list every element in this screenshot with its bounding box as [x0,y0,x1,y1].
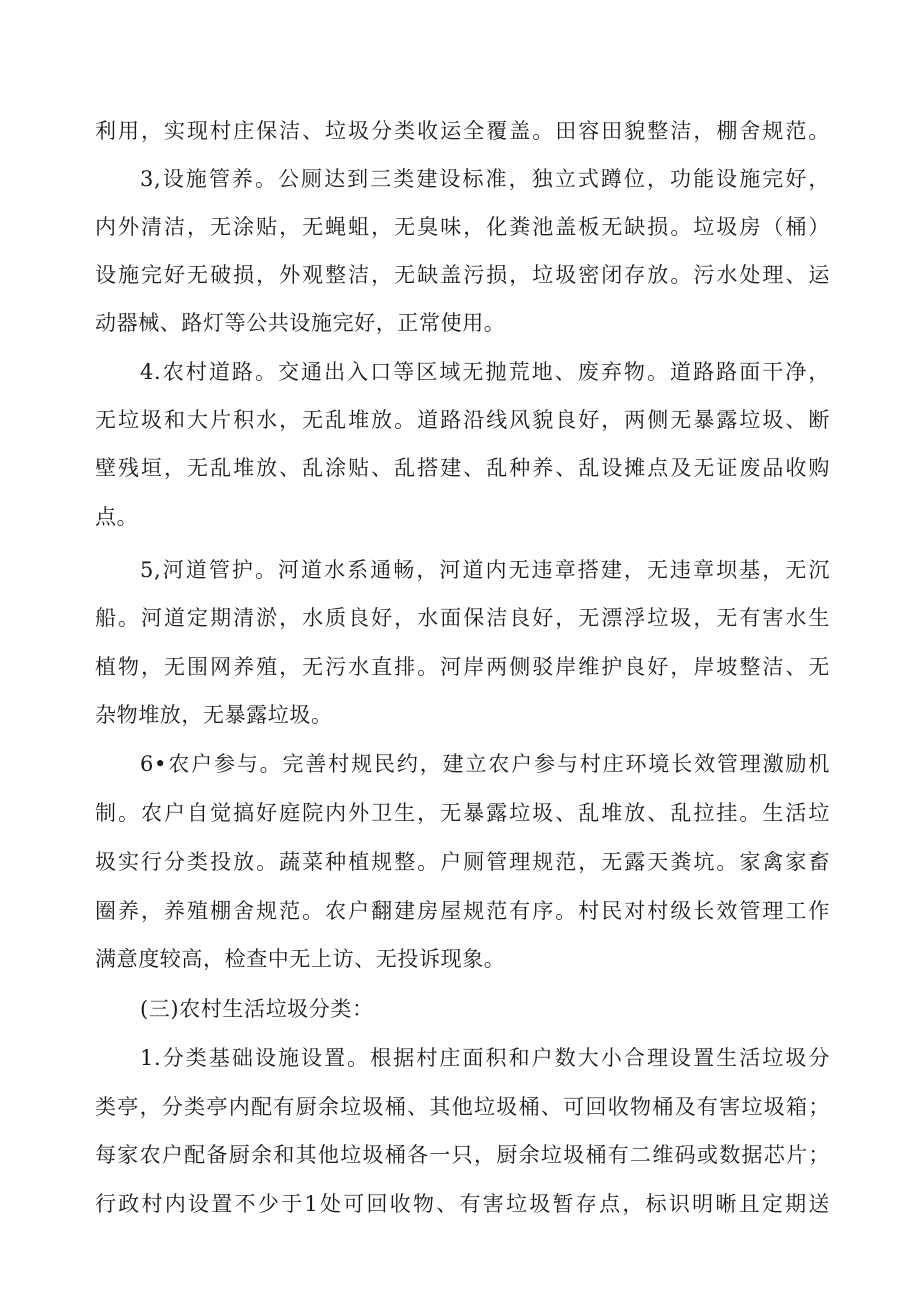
text-line: 圈养，养殖棚舍规范。农户翻建房屋规范有序。村民对村级长效管理工作 [95,899,830,923]
text-line: 动器械、路灯等公共设施完好，正常使用。 [95,311,506,335]
text-line: 类亭，分类亭内配有厨余垃圾桶、其他垃圾桶、可回收物桶及有害垃圾箱； [95,1095,830,1119]
text-line: 植物，无围网养殖，无污水直排。河岸两侧驳岸维护良好，岸坡整洁、无 [95,655,830,679]
text-line: 制。农户自觉搞好庭院内外卫生，无暴露垃圾、乱堆放、乱拉挂。生活垃 [95,801,830,825]
text-line: 行政村内设置不少于1处可回收物、有害垃圾暂存点，标识明晰且定期送 [95,1192,830,1216]
text-line: 每家农户配备厨余和其他垃圾桶各一只，厨余垃圾桶有二维码或数据芯片； [95,1143,830,1167]
text-line: 设施完好无破损，外观整洁，无缺盖污损，垃圾密闭存放。污水处理、运 [95,263,830,287]
text-line: 利用，实现村庄保洁、垃圾分类收运全覆盖。田容田貌整洁，棚舍规范。 [95,119,830,143]
section-heading-waste-sorting: (三)农村生活垃圾分类： [140,997,374,1021]
text-line: 船。河道定期清淤，水质良好，水面保洁良好，无漂浮垃圾，无有害水生 [95,606,830,630]
section-heading-rural-roads: 4.农村道路。交通出入口等区域无抛荒地、废弃物。道路路面干净， [140,360,830,384]
section-heading-river-management: 5,河道管护。河道水系通畅，河道内无违章搭建，无违章坝基，无沉 [140,558,830,582]
text-line: 无垃圾和大片积水，无乱堆放。道路沿线风貌良好，两侧无暴露垃圾、断 [95,408,830,432]
section-heading-sorting-facilities: 1.分类基础设施设置。根据村庄面积和户数大小合理设置生活垃圾分 [140,1046,830,1070]
text-line: 壁残垣，无乱堆放、乱涂贴、乱搭建、乱种养、乱设摊点及无证废品收购 [95,456,830,480]
text-line: 杂物堆放，无暴露垃圾。 [95,703,333,727]
text-line: 内外清洁，无涂贴，无蝇蛆，无臭味，化粪池盖板无缺损。垃圾房（桶） [95,215,830,239]
section-heading-farmer-participation: 6•农户参与。完善村规民约，建立农户参与村庄环境长效管理激励机 [140,752,830,776]
section-heading-facility-maintenance: 3,设施管养。公厕达到三类建设标准，独立式蹲位，功能设施完好， [140,167,830,191]
text-line: 满意度较高，检查中无上访、无投诉现象。 [95,947,506,971]
text-line: 点。 [95,505,139,529]
text-line: 圾实行分类投放。蔬菜种植规整。户厕管理规范，无露天粪坑。家禽家畜 [95,850,830,874]
